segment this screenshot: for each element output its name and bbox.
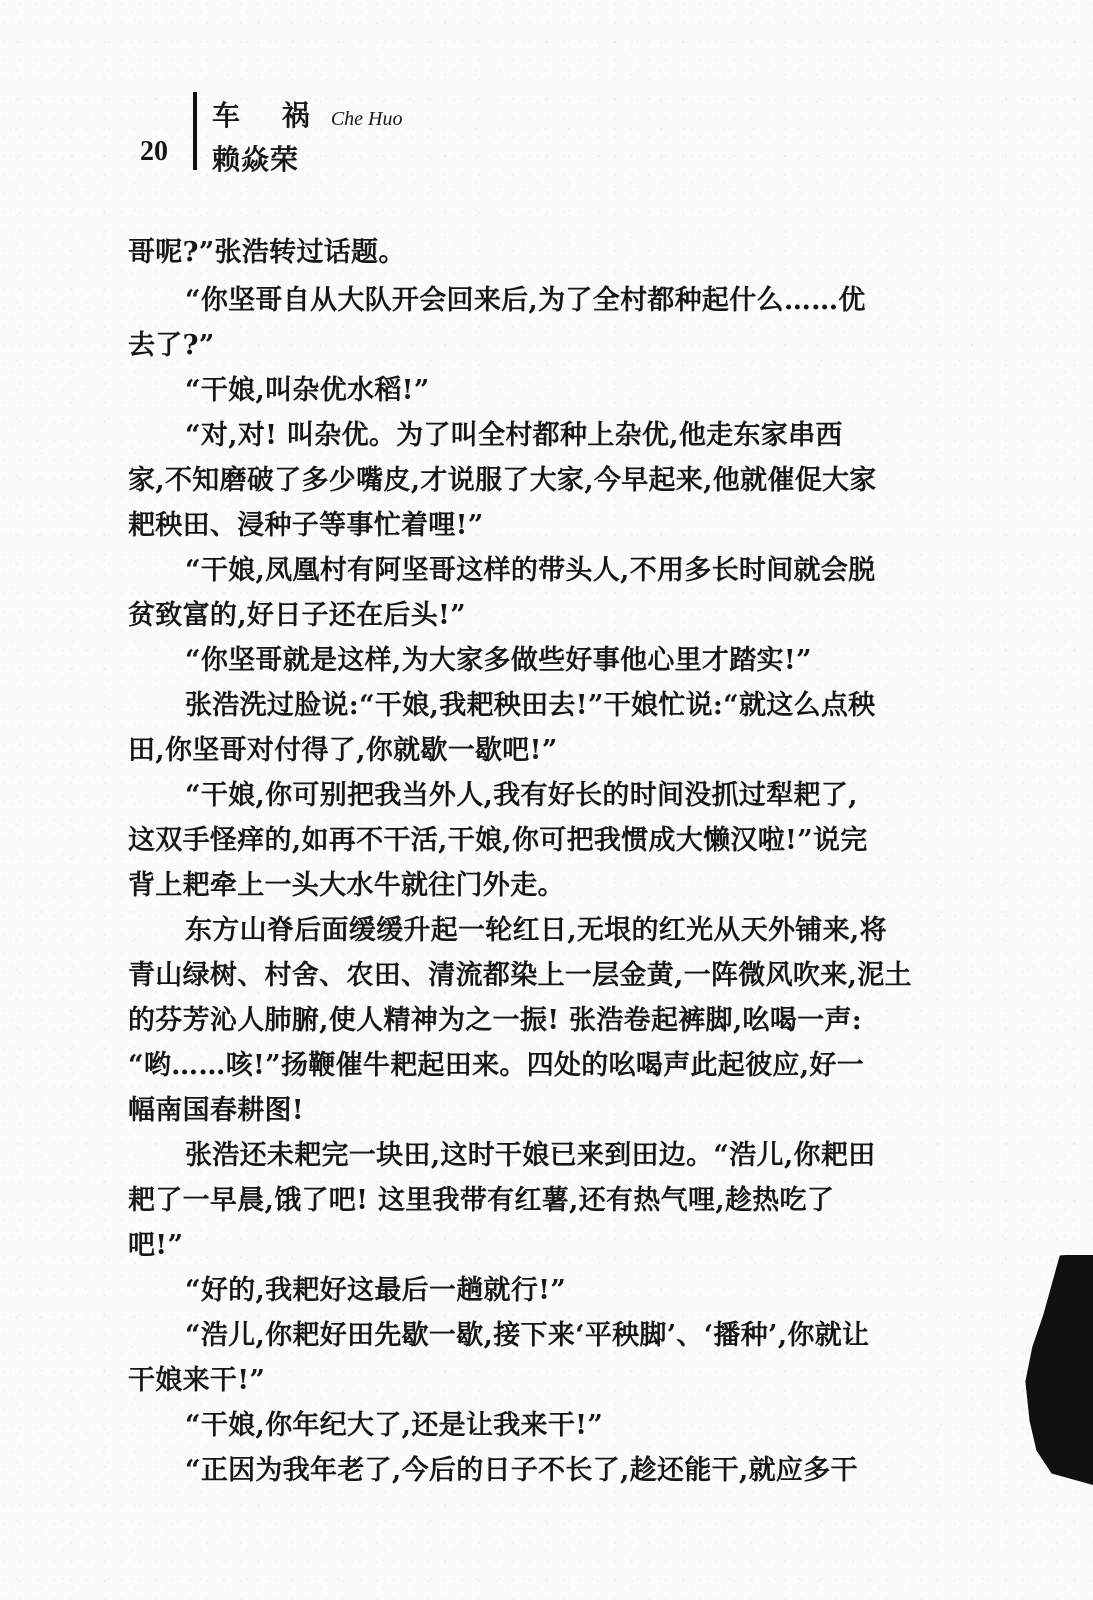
body-line: “干娘,你可别把我当外人,我有好长的时间没抓过犁耙了, <box>185 780 858 811</box>
chinese-title: 车 祸 <box>212 99 326 132</box>
body-line: 东方山脊后面缓缓升起一轮红日,无垠的红光从天外铺来,将 <box>185 915 887 946</box>
body-line: 青山绿树、村舍、农田、清流都染上一层金黄,一阵微风吹来,泥土 <box>128 960 912 991</box>
body-line: “正因为我年老了,今后的日子不长了,趁还能干,就应多干 <box>185 1455 858 1486</box>
body-line: 耙了一早晨,饿了吧! 这里我带有红薯,还有热气哩,趁热吃了 <box>128 1185 835 1216</box>
body-line: 去了?” <box>128 330 215 361</box>
body-line: “哟……咳!”扬鞭催牛耙起田来。四处的吆喝声此起彼应,好一 <box>128 1050 865 1081</box>
page-number: 20 <box>140 136 168 167</box>
body-line: 家,不知磨破了多少嘴皮,才说服了大家,今早起来,他就催促大家 <box>128 465 877 496</box>
title-line <box>212 94 403 134</box>
scan-edge-mark <box>1024 1255 1093 1485</box>
body-line: “你坚哥就是这样,为大家多做些好事他心里才踏实!” <box>185 645 812 676</box>
body-line: 田,你坚哥对付得了,你就歇一歇吧!” <box>128 735 558 766</box>
body-line: “干娘,凤凰村有阿坚哥这样的带头人,不用多长时间就会脱 <box>185 555 876 586</box>
body-line: 干娘来干!” <box>128 1365 266 1396</box>
body-line: 背上耙牵上一头大水牛就往门外走。 <box>128 870 565 901</box>
body-line: “浩儿,你耙好田先歇一歇,接下来‘平秧脚’、‘播种’,你就让 <box>185 1320 870 1351</box>
body-line: “你坚哥自从大队开会回来后,为了全村都种起什么……优 <box>185 285 866 316</box>
body-line: 吧!” <box>128 1230 184 1261</box>
body-line: “对,对! 叫杂优。为了叫全村都种上杂优,他走东家串西 <box>185 420 843 451</box>
body-line: 的芬芳沁人肺腑,使人精神为之一振! 张浩卷起裤脚,吆喝一声: <box>128 1005 863 1036</box>
header-divider <box>193 92 197 170</box>
body-line: 哥呢?”张浩转过话题。 <box>128 237 406 268</box>
body-line: 幅南国春耕图! <box>128 1095 304 1126</box>
body-line: “干娘,叫杂优水稻!” <box>185 375 430 406</box>
body-line: 张浩还未耙完一块田,这时干娘已来到田边。“浩儿,你耙田 <box>185 1140 876 1171</box>
author-name: 赖焱荣 <box>212 143 300 176</box>
page-header <box>130 92 550 182</box>
body-line: 耙秧田、浸种子等事忙着哩!” <box>128 510 484 541</box>
body-text <box>128 232 943 1502</box>
body-line: “干娘,你年纪大了,还是让我来干!” <box>185 1410 604 1441</box>
body-line: 张浩洗过脸说:“干娘,我耙秧田去!”干娘忙说:“就这么点秧 <box>185 690 876 721</box>
english-title: Che Huo <box>330 108 403 130</box>
body-line: 这双手怪痒的,如再不干活,干娘,你可把我惯成大懒汉啦!”说完 <box>128 825 868 856</box>
body-line: 贫致富的,好日子还在后头!” <box>128 600 466 631</box>
body-line: “好的,我耙好这最后一趟就行!” <box>185 1275 567 1306</box>
